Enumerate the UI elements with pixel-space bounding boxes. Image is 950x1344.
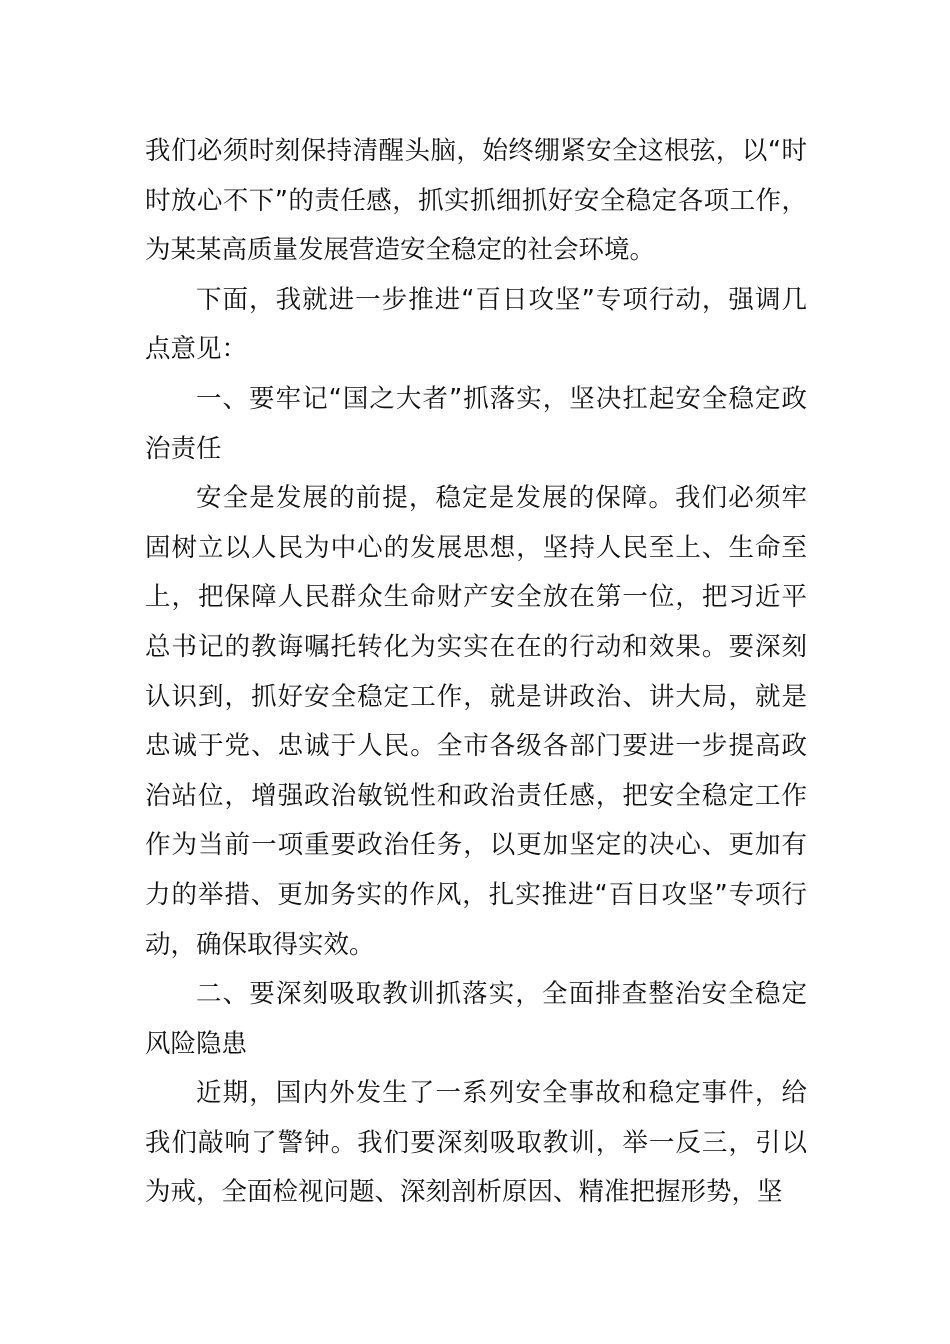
paragraph-continuation: 我们必须时刻保持清醒头脑，始终绷紧安全这根弦，以“时时放心不下”的责任感，抓实抓细抓好安全稳定各项工作，为某某高质量发展营造安全稳定的社会环境。 xyxy=(145,136,807,266)
document-body xyxy=(145,127,807,1218)
paragraph-section-1: 安全是发展的前提，稳定是发展的保障。我们必须牢固树立以人民为中心的发展思想，坚持人民至上、生命至上，把保障人民群众生命财产安全放在第一位，把习近平总书记的教诲嘱托转化为实实在在的行动和效果。要深刻认识到，抓好安全稳定工作，就是讲政治、讲大局，就是忠诚于党、忠诚于人民。全市各级各部门要进一步提高政治站位，增强政治敏锐性和政治责任感，把安全稳定工作作为当前一项重要政治任务，以更加坚定的决心、更加有力的举措、更加务实的作风，扎实推进“百日攻坚”专项行动，确保取得实效。 xyxy=(145,483,807,960)
paragraph-intro: 下面，我就进一步推进“百日攻坚”专项行动，强调几点意见： xyxy=(145,284,807,365)
paragraph-section-2: 近期，国内外发生了一系列安全事故和稳定事件，给我们敲响了警钟。我们要深刻吸取教训，举一反三，引以为戒，全面检视问题、深刻剖析原因、精准把握形势，坚 xyxy=(145,1078,807,1208)
section-heading-2: 二、要深刻吸取教训抓落实，全面排查整治安全稳定风险隐患 xyxy=(145,979,807,1059)
section-heading-1: 一、要牢记“国之大者”抓落实，坚决扛起安全稳定政治责任 xyxy=(145,383,807,464)
